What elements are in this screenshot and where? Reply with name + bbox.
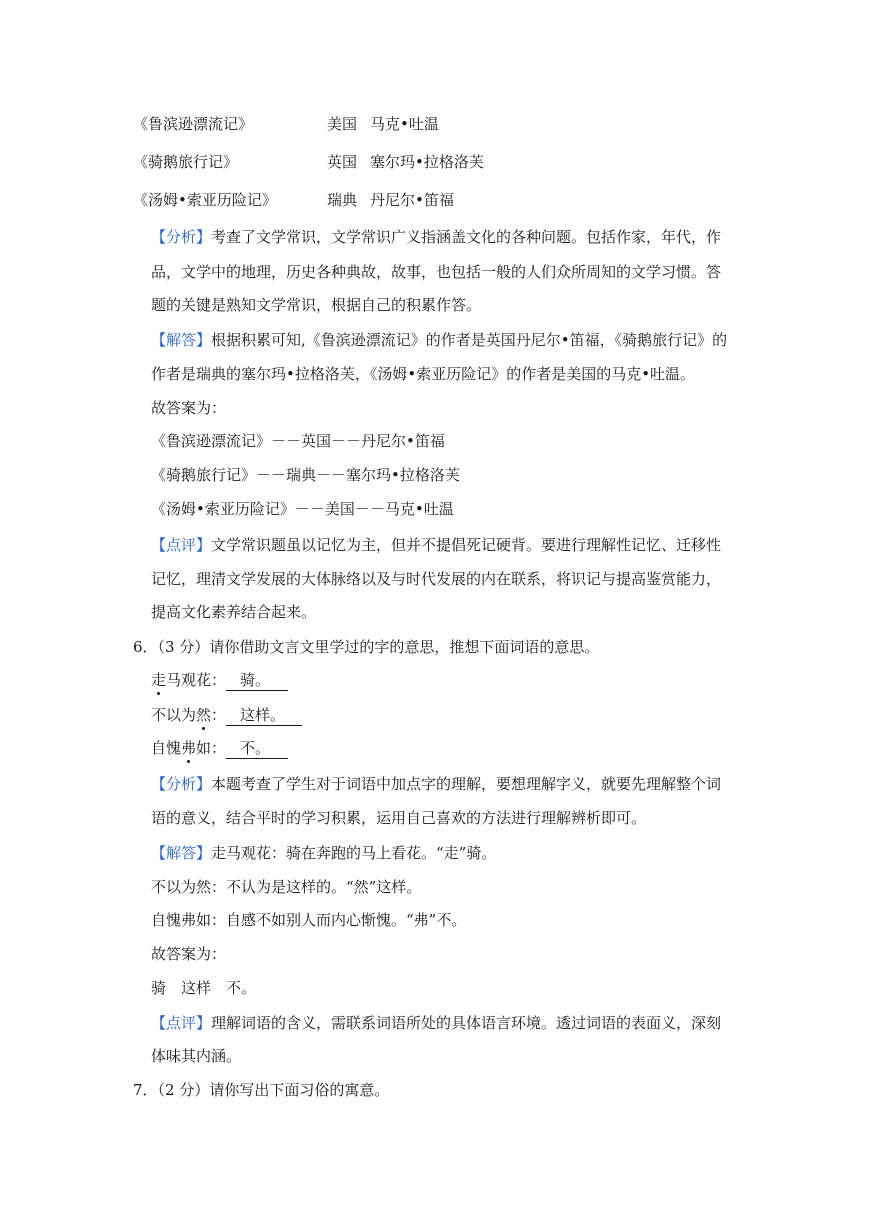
answer-text: 走马观花：骑在奔跑的马上看花。“走”骑。	[211, 844, 497, 862]
dotted-char: 弗	[181, 739, 197, 757]
answer-text: 自愧弗如：自感不如别人而内心惭愧。“弗”不。	[151, 911, 467, 929]
answer-text: 不以为然：不认为是这样的。“然”这样。	[151, 878, 422, 896]
fill-blank: 这样。	[226, 705, 302, 726]
work-author: 丹尼尔•笛福	[370, 191, 454, 209]
comment-text: 文学常识题虽以记忆为主，但并不提倡死记硬背。要进行理解性记忆、迁移性	[211, 536, 722, 554]
work-country: 美国	[327, 115, 358, 133]
analysis-text: 语的意义，结合平时的学习积累，运用自己喜欢的方法进行理解辨析即可。	[151, 809, 647, 827]
question-stem: 6．（3 分）请你借助文言文里学过的字的意思，推想下面词语的意思。	[133, 638, 600, 656]
comment-line	[151, 1013, 721, 1033]
analysis-tag: 【分析】	[151, 775, 212, 793]
work-author: 马克•吐温	[370, 115, 439, 133]
item-suffix: 如：	[196, 739, 227, 757]
analysis-text: 本题考查了学生对于词语中加点字的理解，要想理解字义，就要先理解整个词	[211, 775, 722, 793]
so-answer: 故答案为：	[151, 945, 227, 963]
so-answer: 故答案为：	[151, 399, 227, 417]
final-answer: 骑 这样 不。	[151, 979, 257, 997]
answer-line	[151, 843, 496, 863]
analysis-line	[151, 774, 721, 794]
fill-item	[151, 670, 288, 691]
analysis-line	[151, 227, 721, 247]
work-country: 瑞典	[327, 191, 358, 209]
answer-line	[151, 330, 727, 350]
analysis-text: 考查了文学常识，文学常识广义指涵盖文化的各种问题。包括作家，年代，作	[211, 228, 722, 246]
item-prefix: 自愧	[151, 739, 182, 757]
comment-text: 理解词语的含义，需联系词语所处的具体语言环境。透过词语的表面义，深刻	[211, 1014, 722, 1032]
fill-item	[151, 705, 302, 726]
work-country: 英国	[327, 153, 358, 171]
dotted-char: 然	[196, 706, 212, 724]
answer-text: 作者是瑞典的塞尔玛•拉格洛芙，《汤姆•索亚历险记》的作者是美国的马克•吐温。	[151, 365, 696, 383]
answer-text: 根据积累可知,《鲁滨逊漂流记》的作者是英国丹尼尔•笛福，《骑鹅旅行记》的	[211, 331, 728, 349]
answer-pair: 《骑鹅旅行记》－－瑞典－－塞尔玛•拉格洛芙	[151, 466, 460, 484]
comment-text: 体味其内涵。	[151, 1047, 242, 1065]
work-title: 《鲁滨逊漂流记》	[133, 115, 254, 133]
item-suffix: 马观花：	[166, 671, 227, 689]
comment-line	[151, 535, 721, 555]
answer-pair: 《汤姆•索亚历险记》－－美国－－马克•吐温	[151, 500, 454, 518]
work-author: 塞尔玛•拉格洛芙	[370, 153, 484, 171]
fill-item	[151, 738, 288, 759]
comment-tag: 【点评】	[151, 1014, 212, 1032]
item-prefix: 不以为	[151, 706, 197, 724]
answer-tag: 【解答】	[151, 331, 212, 349]
comment-text: 记忆，理清文学发展的大体脉络以及与时代发展的内在联系，将识记与提高鉴赏能力，	[151, 570, 722, 588]
analysis-text: 品，文学中的地理，历史各种典故，故事，也包括一般的人们众所周知的文学习惯。答	[151, 263, 722, 281]
dotted-char: 走	[151, 671, 167, 689]
analysis-tag: 【分析】	[151, 228, 212, 246]
fill-blank: 不。	[226, 738, 288, 759]
question-stem: 7．（2 分）请你写出下面习俗的寓意。	[133, 1081, 390, 1099]
fill-blank: 骑。	[226, 670, 288, 691]
work-title: 《骑鹅旅行记》	[133, 153, 239, 171]
answer-tag: 【解答】	[151, 844, 212, 862]
item-suffix: ：	[211, 706, 227, 724]
comment-text: 提高文化素养结合起来。	[151, 603, 317, 621]
work-title: 《汤姆•索亚历险记》	[133, 191, 277, 209]
analysis-text: 题的关键是熟知文学常识，根据自己的积累作答。	[151, 296, 482, 314]
comment-tag: 【点评】	[151, 536, 212, 554]
answer-pair: 《鲁滨逊漂流记》－－英国－－丹尼尔•笛福	[151, 432, 445, 450]
